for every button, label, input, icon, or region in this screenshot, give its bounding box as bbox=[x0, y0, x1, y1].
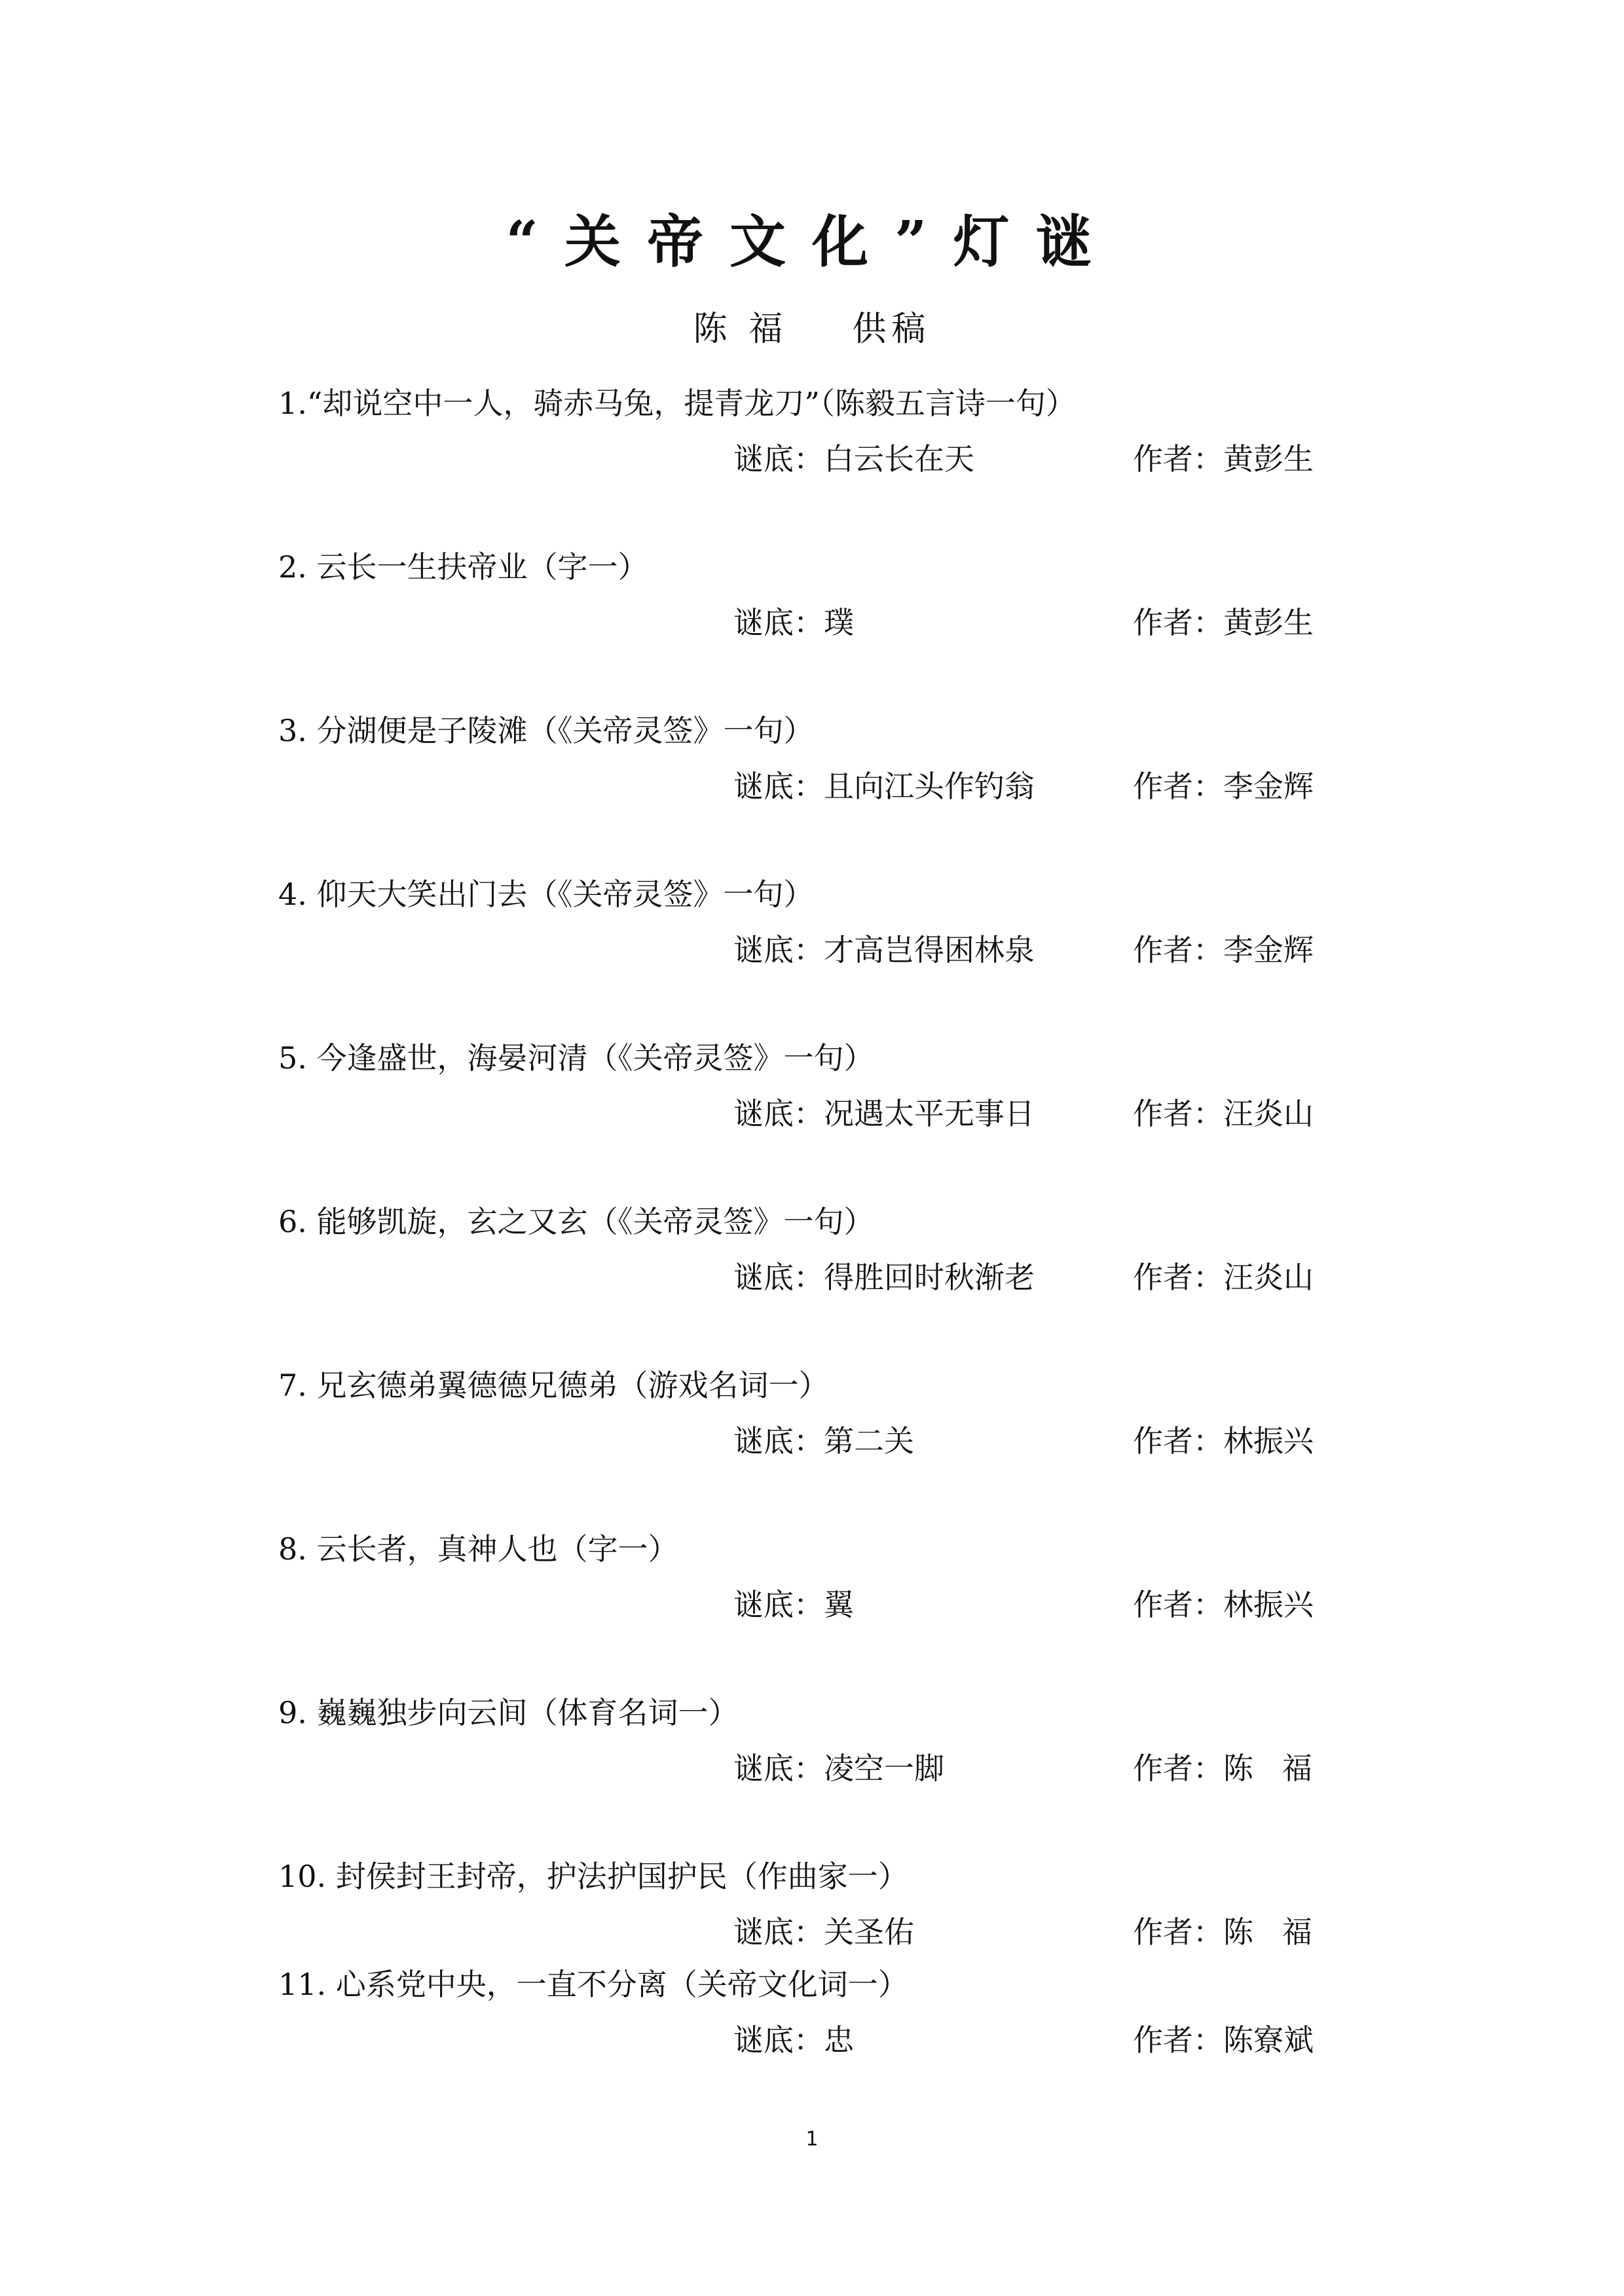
riddle-author: 作者：李金辉 bbox=[1133, 932, 1314, 968]
riddle-question: 7. 兄玄德弟翼德德兄德弟（游戏名词一） bbox=[278, 1368, 829, 1403]
riddle-author: 作者：汪炎山 bbox=[1133, 1096, 1314, 1131]
riddle-author: 作者：汪炎山 bbox=[1133, 1260, 1314, 1295]
document-title: “关帝文化”灯谜 bbox=[506, 209, 1118, 275]
byline: 陈 福 供稿 bbox=[693, 310, 931, 349]
riddle-answer: 谜底：凌空一脚 bbox=[733, 1751, 944, 1786]
page-number: 1 bbox=[805, 2128, 819, 2151]
riddle-question: 3. 分湖便是子陵滩（《关帝灵签》一句） bbox=[278, 713, 814, 748]
riddle-answer: 谜底：白云长在天 bbox=[733, 441, 974, 477]
riddle-question: 2. 云长一生扶帝业（字一） bbox=[278, 549, 648, 585]
riddle-answer: 谜底：得胜回时秋渐老 bbox=[733, 1260, 1035, 1295]
riddle-answer: 谜底：况遇太平无事日 bbox=[733, 1096, 1035, 1131]
riddle-answer: 谜底：璞 bbox=[733, 605, 854, 640]
riddle-answer: 谜底：才高岂得困林泉 bbox=[733, 932, 1035, 968]
riddle-answer: 谜底：忠 bbox=[733, 2022, 854, 2058]
riddle-question: 11. 心系党中央，一直不分离（关帝文化词一） bbox=[278, 1967, 908, 2002]
riddle-answer: 谜底：关圣佑 bbox=[733, 1914, 914, 1950]
riddle-author: 作者：陈 福 bbox=[1133, 1914, 1312, 1950]
riddle-answer: 谜底：翼 bbox=[733, 1587, 854, 1622]
riddle-answer: 谜底：且向江头作钓翁 bbox=[733, 769, 1035, 804]
riddle-question: 4. 仰天大笑出门去（《关帝灵签》一句） bbox=[278, 877, 814, 912]
riddle-question: 8. 云长者，真神人也（字一） bbox=[278, 1531, 678, 1567]
riddle-question: 9. 巍巍独步向云间（体育名词一） bbox=[278, 1695, 739, 1730]
riddle-author: 作者：李金辉 bbox=[1133, 769, 1314, 804]
riddle-author: 作者：林振兴 bbox=[1133, 1423, 1314, 1459]
riddle-question: 10. 封侯封王封帝，护法护国护民（作曲家一） bbox=[278, 1859, 908, 1894]
riddle-author: 作者：陈 福 bbox=[1133, 1751, 1312, 1786]
riddle-question: 1.“却说空中一人，骑赤马兔，提青龙刀”（陈毅五言诗一句） bbox=[278, 386, 1076, 421]
riddle-answer: 谜底：第二关 bbox=[733, 1423, 914, 1459]
riddle-question: 5. 今逢盛世，海晏河清（《关帝灵签》一句） bbox=[278, 1040, 874, 1076]
riddle-author: 作者：黄彭生 bbox=[1133, 441, 1314, 477]
riddle-author: 作者：陈寮斌 bbox=[1133, 2022, 1314, 2058]
riddle-author: 作者：林振兴 bbox=[1133, 1587, 1314, 1622]
riddle-question: 6. 能够凯旋，玄之又玄（《关帝灵签》一句） bbox=[278, 1204, 874, 1239]
riddle-author: 作者：黄彭生 bbox=[1133, 605, 1314, 640]
